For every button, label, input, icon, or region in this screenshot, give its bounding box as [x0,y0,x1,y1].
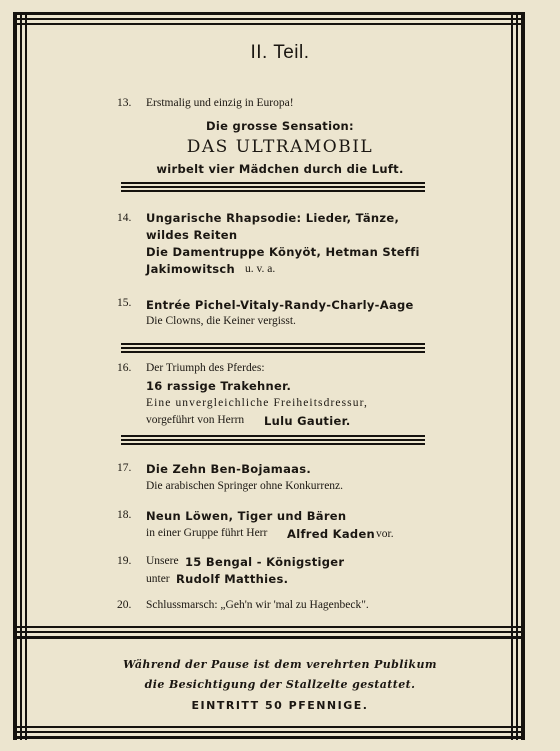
item-17-number: 17. [117,462,132,474]
item-14-line3: Die Damentruppe Könyöt, Hetman Steffi [146,245,420,259]
item-14-line1: Ungarische Rhapsodie: Lieder, Tänze, [146,211,400,225]
item-19-line1b: 15 Bengal - Königstiger [185,555,345,569]
item-18-line1: Neun Löwen, Tiger und Bären [146,509,347,523]
item-15-line2: Die Clowns, die Keiner vergisst. [146,315,296,327]
footer-line1: Während der Pause ist dem verehrten Publikum [123,658,437,671]
item-19-line1a: Unsere [146,555,179,567]
item-13-line1: Erstmalig und einzig in Europa! [146,97,294,109]
item-16-line3: Eine unvergleichliche Freiheitsdressur, [146,397,369,409]
frame-top-outer [13,12,525,15]
separator-3 [121,435,425,447]
item-16-number: 16. [117,362,132,374]
item-20-number: 20. [117,599,132,611]
item-14-line2: wildes Reiten [146,228,238,242]
footer-divider-3 [13,636,525,639]
item-14-number: 14. [117,212,132,224]
item-18-line2b: Alfred Kaden [287,527,376,541]
item-19-line2a: unter [146,573,170,585]
item-16-line2: 16 rassige Trakehner. [146,379,292,393]
item-18-line2c: vor. [376,528,394,540]
footer-divider-2 [13,631,525,633]
item-17-line2: Die arabischen Springer ohne Konkurrenz. [146,480,344,492]
item-13-line4: wirbelt vier Mädchen durch die Luft. [156,162,404,176]
item-18-number: 18. [117,509,132,521]
item-13-headline: DAS ULTRAMOBIL [186,137,374,157]
item-15-number: 15. [117,297,132,309]
admission-price: EINTRITT 50 PFENNIGE. [191,699,369,712]
frame-top-inner [13,23,525,25]
frame-bottom-mid [13,731,525,733]
frame-bottom-inner [13,726,525,728]
page-title: II. Teil. [250,42,310,63]
footer-divider-1 [13,626,525,628]
frame-bottom-outer [13,736,525,739]
footer-line2: die Besichtigung der Stallzelte gestattet. [144,678,416,691]
item-14-line4b: u. v. a. [245,263,276,275]
separator-1 [121,182,425,194]
item-16-line4a: vorgeführt von Herrn [146,414,245,426]
item-13-number: 13. [117,97,132,109]
item-16-line4b: Lulu Gautier. [264,414,351,428]
separator-2 [121,343,425,355]
item-19-number: 19. [117,555,132,567]
item-18-line2a: in einer Gruppe führt Herr [146,527,268,539]
item-20-line1: Schlussmarsch: „Geh'n wir 'mal zu Hagenbeck". [146,599,369,611]
frame-top-mid [13,18,525,20]
item-14-line4a: Jakimowitsch [146,262,236,276]
item-13-line2: Die grosse Sensation: [206,119,354,133]
item-19-line2b: Rudolf Matthies. [176,572,289,586]
item-16-line1: Der Triumph des Pferdes: [146,362,265,374]
item-15-line1: Entrée Pichel-Vitaly-Randy-Charly-Aage [146,298,414,312]
item-17-line1: Die Zehn Ben-Bojamaas. [146,462,312,476]
